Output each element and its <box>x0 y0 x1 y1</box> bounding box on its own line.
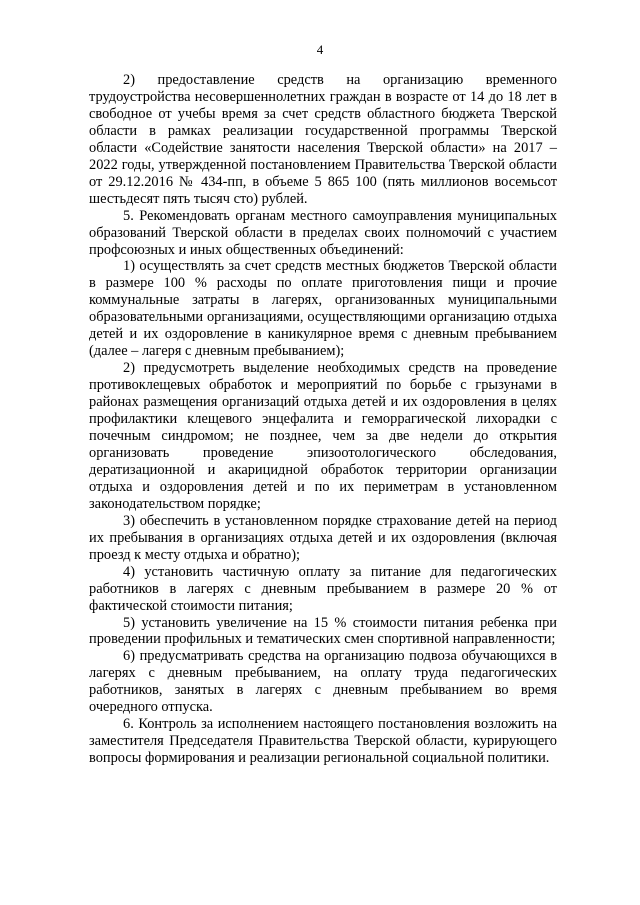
document-body <box>89 72 557 767</box>
paragraph-subitem-2-employment: 2) предоставление средств на организацию временного трудоустройства несовершеннолетних граждан в возрасте от 14 до 18 лет в свободное от учебы время за счет средств областного бюджета Тверской области в рамках реализации государственной программы Тверской области «Содействие занятости населения Тверской области» на 2017 – 2022 годы, утвержденной постановлением Правительства Тверской области от 29.12.2016 № 434-пп, в объеме 5 865 100 (пять миллионов восемьсот шестьдесят пять тысяч сто) рублей. <box>89 72 557 207</box>
paragraph-item-5-recommendation: 5. Рекомендовать органам местного самоуправления муниципальных образований Тверской области в пределах своих полномочий с участием профсоюзных и иных общественных объединений: <box>89 207 557 258</box>
page-number: 4 <box>316 42 324 57</box>
paragraph-subitem-6-transport: 6) предусматривать средства на организацию подвоза обучающихся в лагерях с дневным пребыванием, на оплату труда педагогических работников, занятых в лагерях с дневным пребыванием во время очередного отпуска. <box>89 648 557 716</box>
paragraph-subitem-2-tick-treatment: 2) предусмотреть выделение необходимых средств на проведение противоклещевых обработок и мероприятий по борьбе с грызунами в районах размещения организаций отдыха детей и их оздоровления в целях профилактики клещевого энцефалита и геморрагической лихорадки с почечным синдромом; не позднее, чем за две недели до открытия организовать проведение эпизоотологического обследования, дератизационной и акарицидной обработок территории организации отдыха и оздоровления детей и по их периметрам в установленном законодательством порядке; <box>89 360 557 512</box>
paragraph-subitem-4-partial-payment: 4) установить частичную оплату за питание для педагогических работников в лагерях с дневным пребыванием в размере 20 % от фактической стоимости питания; <box>89 563 557 614</box>
paragraph-subitem-3-insurance: 3) обеспечить в установленном порядке страхование детей на период их пребывания в организациях отдыха детей и их оздоровления (включая проезд к месту отдыха и обратно); <box>89 512 557 563</box>
paragraph-item-6-control: 6. Контроль за исполнением настоящего постановления возложить на заместителя Председателя Правительства Тверской области, курирующего вопросы формирования и реализации региональной социальной политики. <box>89 716 557 767</box>
paragraph-subitem-5-meal-increase: 5) установить увеличение на 15 % стоимости питания ребенка при проведении профильных и тематических смен спортивной направленности; <box>89 614 557 648</box>
paragraph-subitem-1-local-budgets: 1) осуществлять за счет средств местных бюджетов Тверской области в размере 100 % расходы по оплате приготовления пищи и прочие коммунальные затраты в лагерях, организованных муниципальными образовательными организациями, осуществляющими организацию отдыха детей и их оздоровление в каникулярное время с дневным пребыванием (далее – лагеря с дневным пребыванием); <box>89 258 557 360</box>
